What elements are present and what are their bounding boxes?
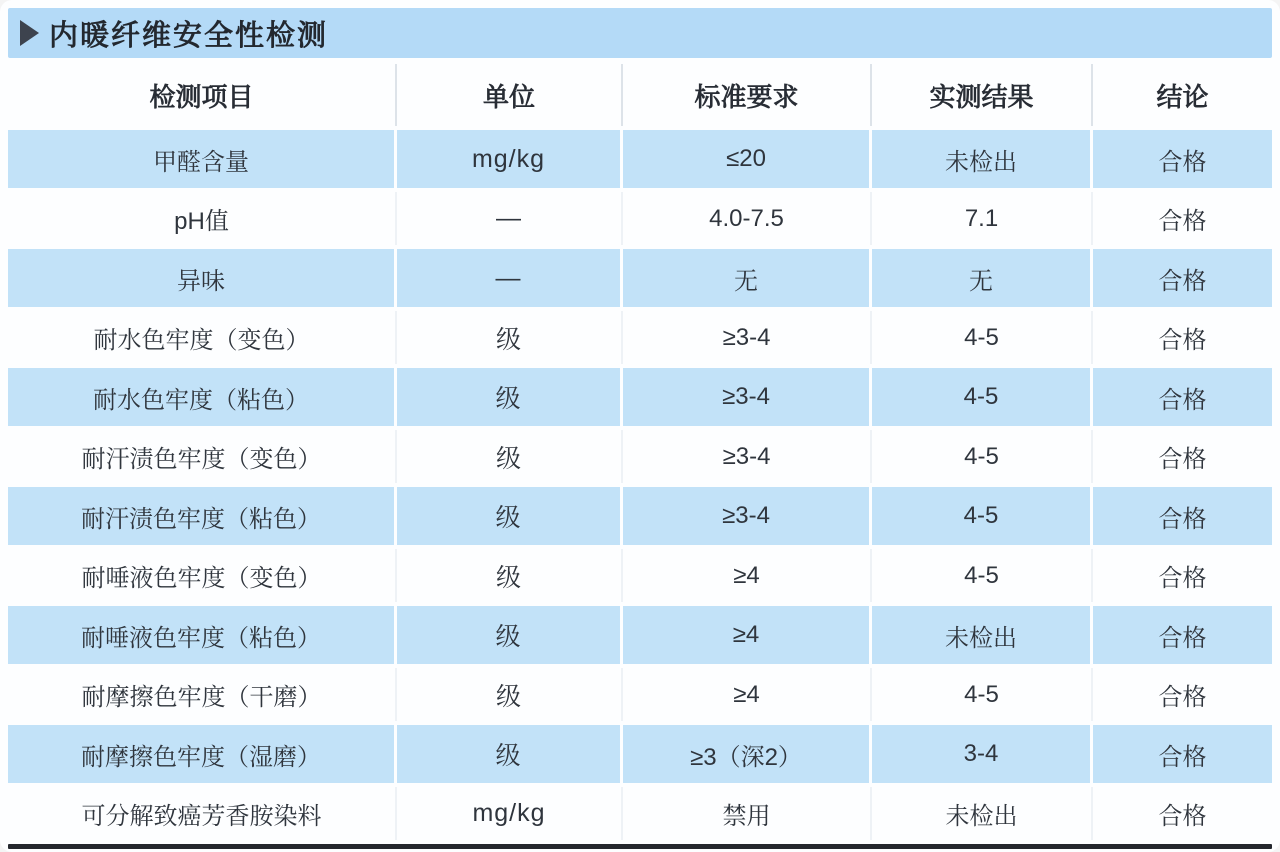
cell-result: 4-5 bbox=[872, 430, 1093, 483]
cell-result: 4-5 bbox=[872, 487, 1093, 545]
table-row bbox=[8, 606, 1272, 664]
cell-test-item: 耐水色牢度（变色） bbox=[8, 311, 397, 364]
cell-result: 4-5 bbox=[872, 311, 1093, 364]
cell-unit: mg/kg bbox=[397, 787, 623, 840]
cell-conclusion: 合格 bbox=[1093, 725, 1272, 783]
cell-conclusion: 合格 bbox=[1093, 130, 1272, 188]
table-bottom-rule bbox=[8, 844, 1272, 849]
cell-test-item: 耐唾液色牢度（变色） bbox=[8, 549, 397, 602]
cell-unit: — bbox=[397, 249, 623, 307]
cell-standard: ≤20 bbox=[623, 130, 872, 188]
column-header-item: 检测项目 bbox=[8, 64, 397, 126]
cell-conclusion: 合格 bbox=[1093, 311, 1272, 364]
cell-standard: ≥3（深2） bbox=[623, 725, 872, 783]
table-row bbox=[8, 311, 1272, 364]
column-header-unit: 单位 bbox=[397, 64, 623, 126]
cell-conclusion: 合格 bbox=[1093, 249, 1272, 307]
cell-test-item: 耐水色牢度（粘色） bbox=[8, 368, 397, 426]
column-header-result: 实测结果 bbox=[872, 64, 1093, 126]
table-row bbox=[8, 130, 1272, 188]
cell-unit: — bbox=[397, 192, 623, 245]
cell-result: 未检出 bbox=[872, 606, 1093, 664]
cell-conclusion: 合格 bbox=[1093, 549, 1272, 602]
cell-unit: 级 bbox=[397, 606, 623, 664]
cell-test-item: 耐汗渍色牢度（变色） bbox=[8, 430, 397, 483]
table-row bbox=[8, 368, 1272, 426]
cell-result: 未检出 bbox=[872, 787, 1093, 840]
table-row bbox=[8, 668, 1272, 721]
cell-test-item: 可分解致癌芳香胺染料 bbox=[8, 787, 397, 840]
table-row bbox=[8, 192, 1272, 245]
cell-test-item: 甲醛含量 bbox=[8, 130, 397, 188]
cell-unit: 级 bbox=[397, 487, 623, 545]
cell-result: 4-5 bbox=[872, 668, 1093, 721]
cell-standard: 无 bbox=[623, 249, 872, 307]
cell-result: 4-5 bbox=[872, 549, 1093, 602]
cell-conclusion: 合格 bbox=[1093, 368, 1272, 426]
table-row bbox=[8, 249, 1272, 307]
cell-test-item: 耐唾液色牢度（粘色） bbox=[8, 606, 397, 664]
triangle-marker-icon bbox=[20, 20, 39, 46]
cell-standard: ≥4 bbox=[623, 549, 872, 602]
cell-standard: ≥4 bbox=[623, 606, 872, 664]
cell-conclusion: 合格 bbox=[1093, 192, 1272, 245]
column-header-conclusion: 结论 bbox=[1093, 64, 1272, 126]
cell-test-item: pH值 bbox=[8, 192, 397, 245]
cell-standard: 4.0-7.5 bbox=[623, 192, 872, 245]
cell-standard: ≥3-4 bbox=[623, 368, 872, 426]
cell-unit: 级 bbox=[397, 430, 623, 483]
cell-conclusion: 合格 bbox=[1093, 487, 1272, 545]
cell-unit: 级 bbox=[397, 668, 623, 721]
cell-result: 无 bbox=[872, 249, 1093, 307]
cell-unit: 级 bbox=[397, 725, 623, 783]
cell-standard: 禁用 bbox=[623, 787, 872, 840]
section-header bbox=[8, 8, 1272, 58]
cell-standard: ≥3-4 bbox=[623, 311, 872, 364]
cell-conclusion: 合格 bbox=[1093, 668, 1272, 721]
table-row bbox=[8, 725, 1272, 783]
cell-conclusion: 合格 bbox=[1093, 430, 1272, 483]
cell-test-item: 耐汗渍色牢度（粘色） bbox=[8, 487, 397, 545]
cell-test-item: 耐摩擦色牢度（干磨） bbox=[8, 668, 397, 721]
table-row bbox=[8, 549, 1272, 602]
cell-result: 7.1 bbox=[872, 192, 1093, 245]
cell-unit: 级 bbox=[397, 311, 623, 364]
table-row bbox=[8, 787, 1272, 840]
table-row bbox=[8, 487, 1272, 545]
column-header-standard: 标准要求 bbox=[623, 64, 872, 126]
cell-unit: 级 bbox=[397, 549, 623, 602]
cell-standard: ≥3-4 bbox=[623, 487, 872, 545]
section-title: 内暖纤维安全性检测 bbox=[49, 19, 329, 52]
cell-test-item: 异味 bbox=[8, 249, 397, 307]
cell-standard: ≥4 bbox=[623, 668, 872, 721]
cell-unit: mg/kg bbox=[397, 130, 623, 188]
table-row bbox=[8, 430, 1272, 483]
cell-test-item: 耐摩擦色牢度（湿磨） bbox=[8, 725, 397, 783]
cell-conclusion: 合格 bbox=[1093, 787, 1272, 840]
cell-conclusion: 合格 bbox=[1093, 606, 1272, 664]
cell-standard: ≥3-4 bbox=[623, 430, 872, 483]
cell-result: 4-5 bbox=[872, 368, 1093, 426]
cell-unit: 级 bbox=[397, 368, 623, 426]
table-header-row bbox=[8, 64, 1272, 126]
cell-result: 未检出 bbox=[872, 130, 1093, 188]
cell-result: 3-4 bbox=[872, 725, 1093, 783]
